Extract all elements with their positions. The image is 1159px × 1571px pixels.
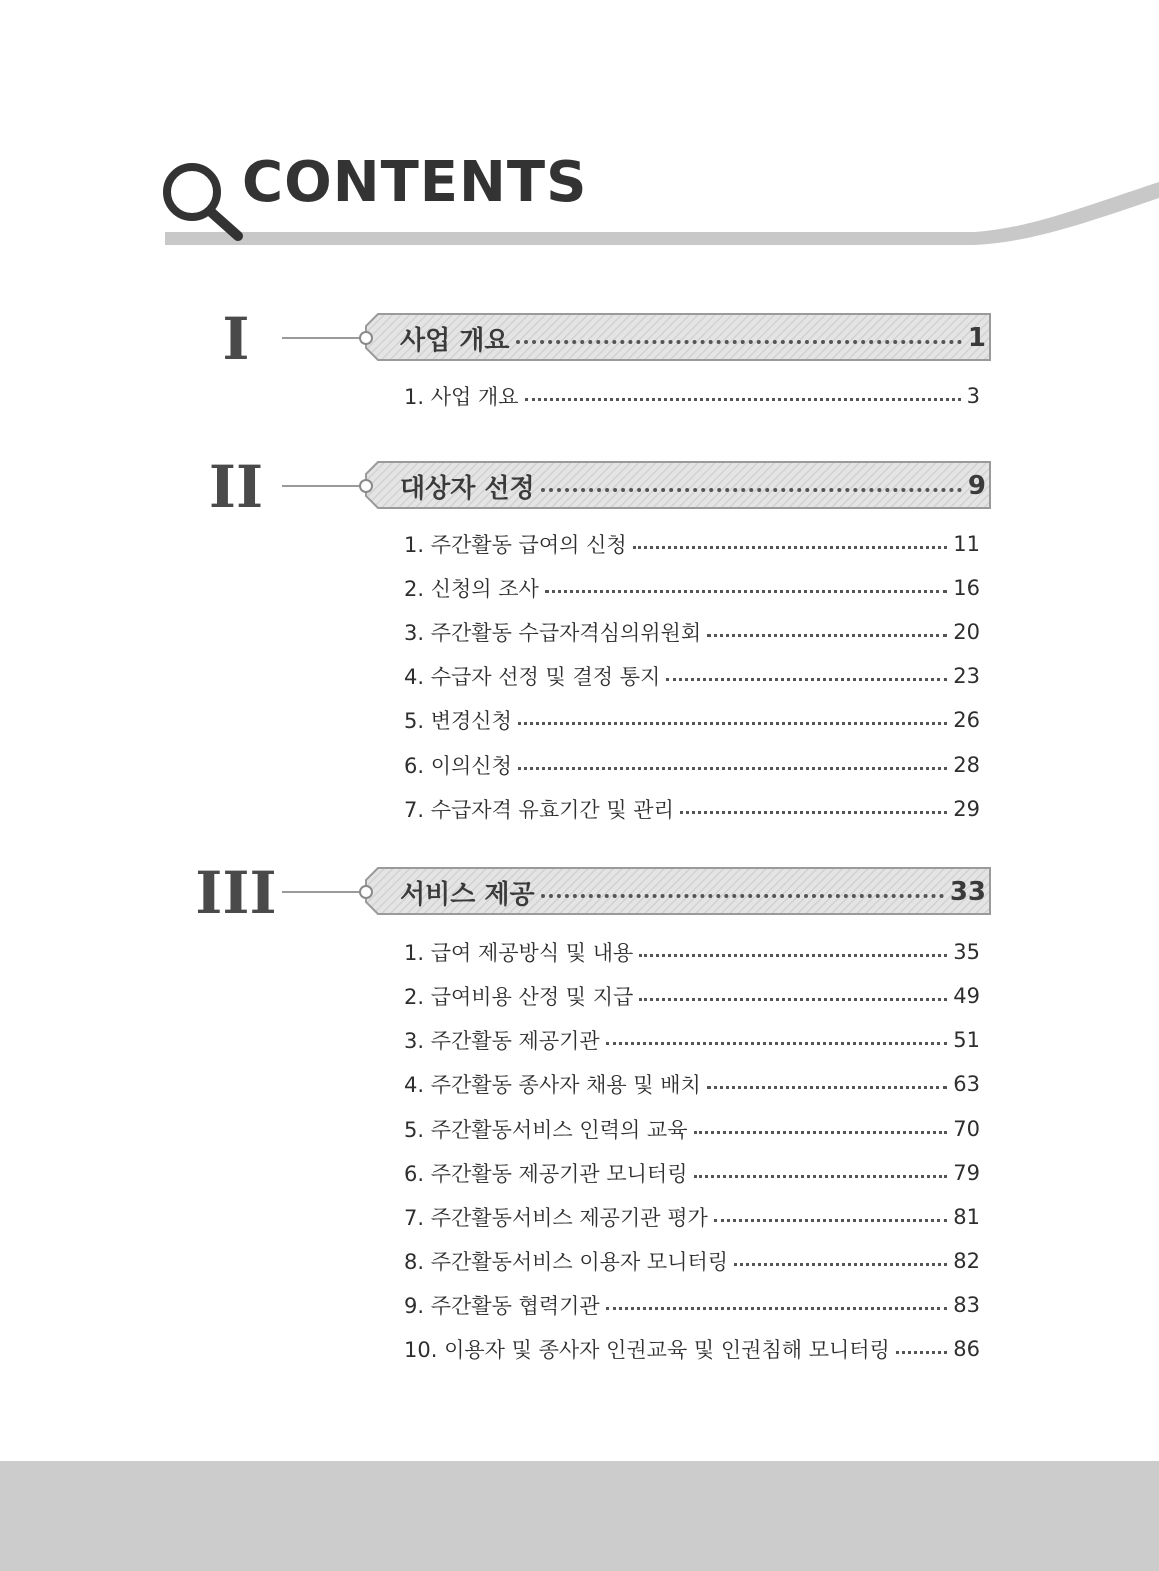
toc-entry-label: 8. 주간활동서비스 이용자 모니터링 bbox=[404, 1250, 729, 1274]
toc-entry-page: 23 bbox=[953, 664, 980, 688]
dot-leader bbox=[707, 1086, 947, 1089]
toc-entry-label: 9. 주간활동 협력기관 bbox=[404, 1294, 600, 1318]
dot-leader bbox=[896, 1351, 947, 1354]
toc-entry[interactable] bbox=[404, 1158, 980, 1188]
toc-entry[interactable] bbox=[404, 529, 980, 559]
toc-entry-page: 51 bbox=[953, 1028, 980, 1052]
toc-entry[interactable] bbox=[404, 1114, 980, 1144]
toc-entry[interactable] bbox=[404, 1069, 980, 1099]
chapter-title: 서비스 제공 bbox=[400, 879, 535, 910]
chapter-heading-1[interactable] bbox=[368, 316, 988, 360]
dot-leader bbox=[694, 1175, 948, 1178]
roman-numeral-1: I bbox=[222, 305, 250, 373]
dot-leader bbox=[525, 398, 961, 401]
dot-leader bbox=[680, 811, 947, 814]
toc-entry-label: 5. 변경신청 bbox=[404, 709, 512, 733]
chapter-page-number: 33 bbox=[949, 877, 986, 907]
dot-leader bbox=[606, 1307, 948, 1310]
dot-leader bbox=[518, 767, 947, 770]
toc-entry-page: 83 bbox=[953, 1293, 980, 1317]
chapter-heading-2[interactable] bbox=[368, 464, 988, 508]
dot-leader bbox=[707, 634, 947, 637]
footer-band bbox=[0, 1461, 1159, 1571]
dot-leader bbox=[633, 546, 948, 549]
chapter-page-number: 1 bbox=[967, 323, 986, 353]
dot-leader bbox=[714, 1219, 947, 1222]
dot-leader bbox=[639, 954, 947, 957]
toc-entry[interactable] bbox=[404, 794, 980, 824]
toc-entry-page: 16 bbox=[953, 576, 980, 600]
toc-entry[interactable] bbox=[404, 1290, 980, 1320]
toc-entry-label: 3. 주간활동 제공기관 bbox=[404, 1029, 600, 1053]
toc-entry-page: 86 bbox=[953, 1337, 980, 1361]
toc-entry-page: 35 bbox=[953, 940, 980, 964]
toc-entry-label: 1. 사업 개요 bbox=[404, 385, 519, 409]
toc-entry[interactable] bbox=[404, 981, 980, 1011]
roman-numeral-2: II bbox=[208, 453, 264, 521]
toc-entry[interactable] bbox=[404, 381, 980, 411]
toc-entry-page: 70 bbox=[953, 1117, 980, 1141]
toc-entry[interactable] bbox=[404, 617, 980, 647]
dot-leader bbox=[606, 1042, 948, 1045]
dot-leader bbox=[666, 678, 947, 681]
dot-leader bbox=[541, 488, 962, 492]
chapter-page-number: 9 bbox=[967, 471, 986, 501]
toc-entry-page: 81 bbox=[953, 1205, 980, 1229]
dot-leader bbox=[734, 1263, 947, 1266]
dot-leader bbox=[694, 1131, 948, 1134]
chapter-heading-3[interactable] bbox=[368, 870, 988, 914]
toc-entry-label: 4. 수급자 선정 및 결정 통지 bbox=[404, 665, 661, 689]
dot-leader bbox=[541, 894, 944, 898]
toc-entry-label: 5. 주간활동서비스 인력의 교육 bbox=[404, 1118, 688, 1142]
toc-entry-label: 7. 수급자격 유효기간 및 관리 bbox=[404, 798, 674, 822]
toc-entry-page: 63 bbox=[953, 1072, 980, 1096]
toc-entry-label: 3. 주간활동 수급자격심의위원회 bbox=[404, 621, 702, 645]
toc-entry-page: 28 bbox=[953, 753, 980, 777]
toc-entry-page: 20 bbox=[953, 620, 980, 644]
toc-entry-label: 10. 이용자 및 종사자 인권교육 및 인권침해 모니터링 bbox=[404, 1338, 890, 1362]
toc-entry-page: 26 bbox=[953, 708, 980, 732]
toc-entry-page: 82 bbox=[953, 1249, 980, 1273]
toc-entry[interactable] bbox=[404, 750, 980, 780]
roman-numeral-3: III bbox=[195, 859, 277, 927]
toc-entry[interactable] bbox=[404, 1334, 980, 1364]
dot-leader bbox=[545, 590, 947, 593]
toc-entry-label: 1. 급여 제공방식 및 내용 bbox=[404, 941, 634, 965]
dot-leader bbox=[639, 998, 947, 1001]
toc-entry-label: 1. 주간활동 급여의 신청 bbox=[404, 533, 627, 557]
toc-entry[interactable] bbox=[404, 1246, 980, 1276]
dot-leader bbox=[516, 340, 962, 344]
toc-entry-label: 2. 신청의 조사 bbox=[404, 577, 539, 601]
toc-entry-label: 6. 주간활동 제공기관 모니터링 bbox=[404, 1162, 688, 1186]
toc-entry[interactable] bbox=[404, 937, 980, 967]
toc-entry-label: 7. 주간활동서비스 제공기관 평가 bbox=[404, 1206, 708, 1230]
chapter-title: 사업 개요 bbox=[400, 325, 510, 356]
toc-entry-label: 4. 주간활동 종사자 채용 및 배치 bbox=[404, 1073, 701, 1097]
toc-entry-page: 29 bbox=[953, 797, 980, 821]
dot-leader bbox=[518, 722, 947, 725]
toc-entry-label: 6. 이의신청 bbox=[404, 754, 512, 778]
toc-entry[interactable] bbox=[404, 573, 980, 603]
toc-entry[interactable] bbox=[404, 1025, 980, 1055]
toc-entry[interactable] bbox=[404, 661, 980, 691]
toc-entry-page: 49 bbox=[953, 984, 980, 1008]
chapter-title: 대상자 선정 bbox=[400, 473, 535, 504]
toc-entry-page: 79 bbox=[953, 1161, 980, 1185]
toc-entry-page: 11 bbox=[953, 532, 980, 556]
magnifier-icon bbox=[158, 160, 248, 242]
toc-entry-page: 3 bbox=[966, 384, 980, 408]
toc-entry-label: 2. 급여비용 산정 및 지급 bbox=[404, 985, 634, 1009]
toc-entry[interactable] bbox=[404, 705, 980, 735]
toc-entry[interactable] bbox=[404, 1202, 980, 1232]
page-title: CONTENTS bbox=[242, 150, 588, 215]
